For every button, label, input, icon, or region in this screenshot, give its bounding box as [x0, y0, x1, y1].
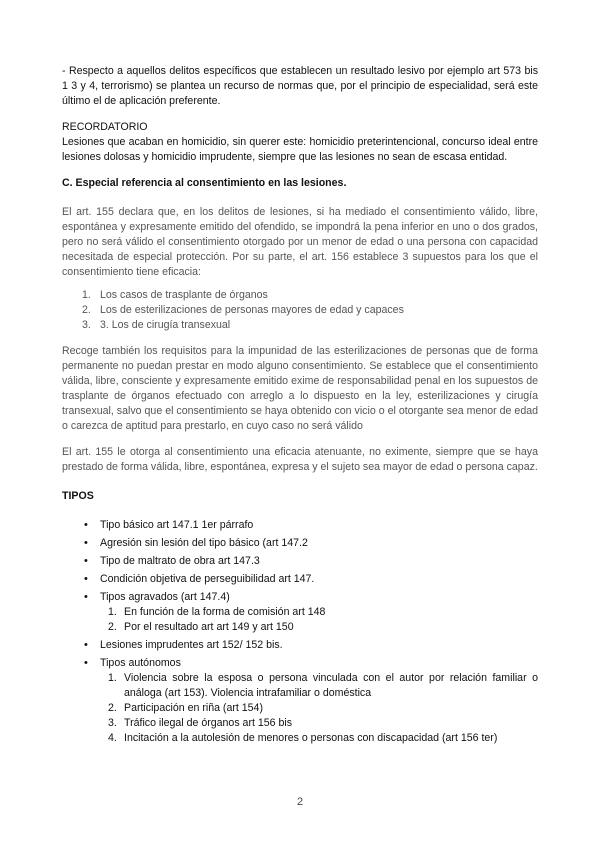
document-page [62, 64, 538, 749]
paragraph-especialidad: - Respecto a aquellos delitos específicos que establecen un resultado lesivo por ejemplo art 573 bis 1 3 y 4, terrorismo) se plantea un recurso de normas que, por el principio de especialidad, será este último el de aplicación preferente. [62, 65, 538, 107]
list-item: 2. Los de esterilizaciones de personas mayores de edad y capaces [82, 304, 404, 316]
tipos-list [62, 518, 538, 746]
list-item: • Lesiones imprudentes art 152/ 152 bis. [88, 638, 538, 653]
agravados-sublist [100, 605, 538, 635]
page-number: 2 [296, 796, 304, 808]
sublist-item: 1. En función de la forma de comisión art 148 [108, 606, 326, 618]
list-item: • Tipo de maltrato de obra art 147.3 [88, 554, 538, 569]
list-item: • Tipos agravados (art 147.4) 1. En función de la forma de comisión art 148 2. Por el resultado art art 149 y art 150 [88, 590, 538, 635]
paragraph-atenuante: El art. 155 le otorga al consentimiento una eficacia atenuante, no eximente, siempre que se haya prestado de forma válida, libre, espontánea, expresa y el sujeto sea mayor de edad o persona capaz. [62, 446, 538, 473]
list-item: • Condición objetiva de perseguibilidad art 147. [88, 572, 538, 587]
autonomos-sublist [100, 671, 538, 746]
list-item: • Tipos autónomos 1. Violencia sobre la esposa o persona vinculada con el autor por relación familiar o análoga (art 153). Violencia intrafamiliar o doméstica 2. Participación en riña (art 154) 3. Tráfico ilegal de órganos art 156 bis 4. Incitación a la autolesión de menores o personas con discapacidad (art 156 ter) [88, 656, 538, 746]
list-item: 1. Los casos de trasplante de órganos [82, 289, 268, 301]
paragraph-art-155: El art. 155 declara que, en los delitos de lesiones, si ha mediado el consentimiento válido, libre, espontánea y expresamente emitido del ofendido, se impondrá la pena inferior en uno o dos grados, pero no será válido el consentimiento otorgado por un menor de edad o una persona con capacidad necesitada de especial protección. Por su parte, el art. 156 establece 3 supuestos para los que el consentimiento tiene eficacia: [62, 206, 538, 278]
sublist-item: 3. Tráfico ilegal de órganos art 156 bis [108, 717, 293, 729]
sublist-item: 4. Incitación a la autolesión de menores o personas con discapacidad (art 156 ter) [108, 732, 498, 744]
list-item: • Agresión sin lesión del tipo básico (art 147.2 [88, 536, 538, 551]
recordatorio-title: RECORDATORIO [62, 121, 148, 133]
sublist-item: 1. Violencia sobre la esposa o persona vinculada con el autor por relación familiar o análoga (art 153). Violencia intrafamiliar o doméstica [108, 672, 538, 699]
list-item: • Tipo básico art 147.1 1er párrafo [88, 518, 538, 533]
sublist-item: 2. Por el resultado art art 149 y art 150 [108, 621, 294, 633]
list-item: 3. 3. Los de cirugía transexual [82, 319, 231, 331]
section-c-heading: C. Especial referencia al consentimiento en las lesiones. [62, 177, 347, 189]
recordatorio-text: Lesiones que acaban en homicidio, sin querer este: homicidio preterintencional, concurso ideal entre lesiones dolosas y homicidio imprudente, siempre que las lesiones no sean de escasa entidad. [62, 136, 538, 163]
tipos-heading: TIPOS [62, 490, 94, 502]
sublist-item: 2. Participación en riña (art 154) [108, 702, 263, 714]
consentimiento-list [62, 288, 538, 333]
paragraph-esterilizaciones: Recoge también los requisitos para la impunidad de las esterilizaciones de personas que de forma permanente no puedan prestar en modo alguno consentimiento. Se establece que el consentimiento válida, libre, consciente y expresamente emitido exime de responsabilidad penal en los supuestos de trasplante de órganos efectuado con arreglo a lo dispuesto en la ley, esterilizaciones y cirugía transexual, salvo que el consentimiento se haya obtenido con vicio o el otorgante sea menor de edad o carezca de aptitud para prestarlo, en cuyo caso no será válido [62, 345, 538, 432]
